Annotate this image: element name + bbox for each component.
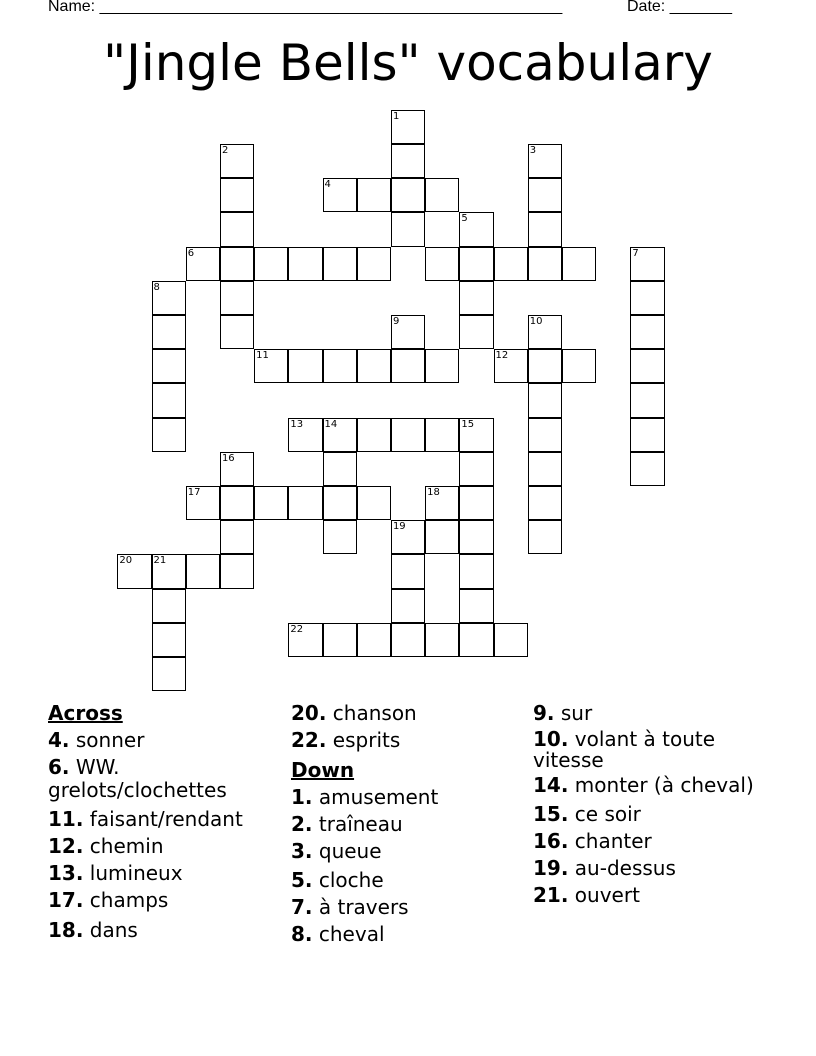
grid-cell[interactable] [323,486,357,520]
clue-number: 5 [461,213,468,225]
grid-cell[interactable] [562,247,596,281]
clue-down-21: 21. ouvert [533,883,640,907]
clue-down-5: 5. cloche [291,868,384,892]
clue-number: 10 [529,315,543,327]
grid-cell[interactable] [357,486,391,520]
grid-cell[interactable] [357,349,391,383]
clue-down-3: 3. queue [291,839,382,863]
grid-cell[interactable] [528,178,562,212]
clue-across-4: 4. sonner [48,728,145,752]
grid-cell[interactable] [425,418,459,452]
grid-cell[interactable] [391,349,425,383]
grid-cell[interactable] [152,554,186,588]
clue-number: 7 [632,247,639,259]
clue-number: 12 [495,350,509,362]
grid-cell[interactable] [391,110,425,144]
clue-number: 22 [290,623,304,635]
grid-cell[interactable] [459,247,493,281]
grid-cell[interactable] [186,486,220,520]
clue-number: 21 [153,555,167,567]
grid-cell[interactable] [152,589,186,623]
grid-cell[interactable] [528,383,562,417]
grid-cell[interactable] [459,554,493,588]
grid-cell[interactable] [357,623,391,657]
grid-cell[interactable] [425,520,459,554]
grid-cell[interactable] [152,623,186,657]
grid-cell[interactable] [254,247,288,281]
grid-cell[interactable] [391,623,425,657]
grid-cell[interactable] [254,486,288,520]
down-heading: Down [291,758,355,782]
clues-column-2 [291,700,521,948]
clue-number: 9 [392,315,400,327]
grid-cell[interactable] [528,212,562,246]
grid-cell[interactable] [288,418,322,452]
clue-down-8: 8. cheval [291,922,385,946]
clue-down-19: 19. au-dessus [533,856,676,880]
clue-number: 15 [461,418,475,430]
grid-cell[interactable] [459,452,493,486]
grid-cell[interactable] [357,418,391,452]
clue-down-9: 9. sur [533,701,593,725]
grid-cell[interactable] [391,315,425,349]
grid-cell[interactable] [630,281,664,315]
grid-cell[interactable] [528,315,562,349]
grid-cell[interactable] [186,554,220,588]
grid-cell[interactable] [562,349,596,383]
grid-cell[interactable] [152,657,186,691]
grid-cell[interactable] [528,247,562,281]
clue-number: 16 [221,452,235,464]
grid-cell[interactable] [459,486,493,520]
clue-down-2: 2. traîneau [291,812,403,836]
grid-cell[interactable] [459,418,493,452]
across-heading: Across [48,701,123,725]
grid-cell[interactable] [494,349,528,383]
grid-cell[interactable] [459,589,493,623]
grid-cell[interactable] [288,623,322,657]
grid-cell[interactable] [152,383,186,417]
clue-number: 13 [290,418,304,430]
clue-down-1: 1. amusement [291,785,439,809]
grid-cell[interactable] [288,486,322,520]
clue-number: 11 [256,350,269,362]
grid-cell[interactable] [494,623,528,657]
grid-cell[interactable] [391,554,425,588]
grid-cell[interactable] [288,247,322,281]
clue-across-6: 6. WW. grelots/clochettes [48,755,227,802]
grid-cell[interactable] [425,349,459,383]
clue-number: 4 [324,179,331,191]
grid-cell[interactable] [630,315,664,349]
grid-cell[interactable] [391,589,425,623]
clue-across-17: 17. champs [48,888,169,912]
grid-cell[interactable] [425,247,459,281]
grid-cell[interactable] [220,144,254,178]
grid-cell[interactable] [528,418,562,452]
grid-cell[interactable] [391,144,425,178]
grid-cell[interactable] [357,178,391,212]
clue-down-14: 14. monter (à cheval) [533,773,754,797]
grid-cell[interactable] [425,178,459,212]
clue-across-13: 13. lumineux [48,861,183,885]
grid-cell[interactable] [323,349,357,383]
clue-across-18: 18. dans [48,918,138,942]
grid-cell[interactable] [630,383,664,417]
clue-across-12: 12. chemin [48,834,164,858]
clue-number: 19 [392,521,406,533]
grid-cell[interactable] [323,178,357,212]
grid-cell[interactable] [254,349,288,383]
grid-cell[interactable] [323,452,357,486]
grid-cell[interactable] [494,247,528,281]
clue-number: 3 [529,144,537,156]
grid-cell[interactable] [220,178,254,212]
name-field[interactable]: Name: ____________________________________________________ [48,0,563,15]
grid-cell[interactable] [528,349,562,383]
grid-cell[interactable] [288,349,322,383]
clues-column-3 [533,700,773,909]
grid-cell[interactable] [323,418,357,452]
clue-down-16: 16. chanter [533,829,652,853]
grid-cell[interactable] [630,247,664,281]
grid-cell[interactable] [391,418,425,452]
clues-column-1 [48,700,278,944]
grid-cell[interactable] [220,486,254,520]
grid-cell[interactable] [459,281,493,315]
grid-cell[interactable] [220,554,254,588]
grid-cell[interactable] [425,623,459,657]
grid-cell[interactable] [323,520,357,554]
grid-cell[interactable] [152,315,186,349]
grid-cell[interactable] [459,520,493,554]
grid-cell[interactable] [357,247,391,281]
grid-cell[interactable] [220,520,254,554]
clue-across-22: 22. esprits [291,728,401,752]
grid-cell[interactable] [391,178,425,212]
clue-across-11: 11. faisant/rendant [48,807,243,831]
grid-cell[interactable] [152,281,186,315]
clue-number: 8 [153,281,160,293]
grid-cell[interactable] [152,418,186,452]
grid-cell[interactable] [630,349,664,383]
grid-cell[interactable] [630,418,664,452]
grid-cell[interactable] [528,144,562,178]
grid-cell[interactable] [391,520,425,554]
grid-cell[interactable] [323,247,357,281]
clue-down-7: 7. à travers [291,895,409,919]
clue-down-10: 10. volant à toute vitesse [533,727,716,772]
grid-cell[interactable] [459,315,493,349]
grid-cell[interactable] [391,212,425,246]
date-field[interactable]: Date: _______ [627,0,732,15]
grid-cell[interactable] [220,212,254,246]
grid-cell[interactable] [528,520,562,554]
clue-number: 17 [187,486,201,498]
clue-number: 6 [187,247,195,259]
clue-number: 20 [119,555,133,567]
clue-number: 14 [324,418,338,430]
clue-number: 18 [427,486,440,498]
grid-cell[interactable] [220,247,254,281]
clue-number: 1 [392,110,400,122]
clue-down-15: 15. ce soir [533,802,641,826]
clue-across-20: 20. chanson [291,701,417,725]
grid-cell[interactable] [152,349,186,383]
grid-cell[interactable] [528,486,562,520]
grid-cell[interactable] [186,247,220,281]
grid-cell[interactable] [528,452,562,486]
grid-cell[interactable] [425,486,459,520]
grid-cell[interactable] [630,452,664,486]
grid-cell[interactable] [220,315,254,349]
grid-cell[interactable] [220,452,254,486]
grid-cell[interactable] [323,623,357,657]
page-title: "Jingle Bells" vocabulary [103,34,713,92]
grid-cell[interactable] [220,281,254,315]
grid-cell[interactable] [459,623,493,657]
clue-number: 2 [221,144,229,156]
grid-cell[interactable] [459,212,493,246]
grid-cell[interactable] [117,554,151,588]
